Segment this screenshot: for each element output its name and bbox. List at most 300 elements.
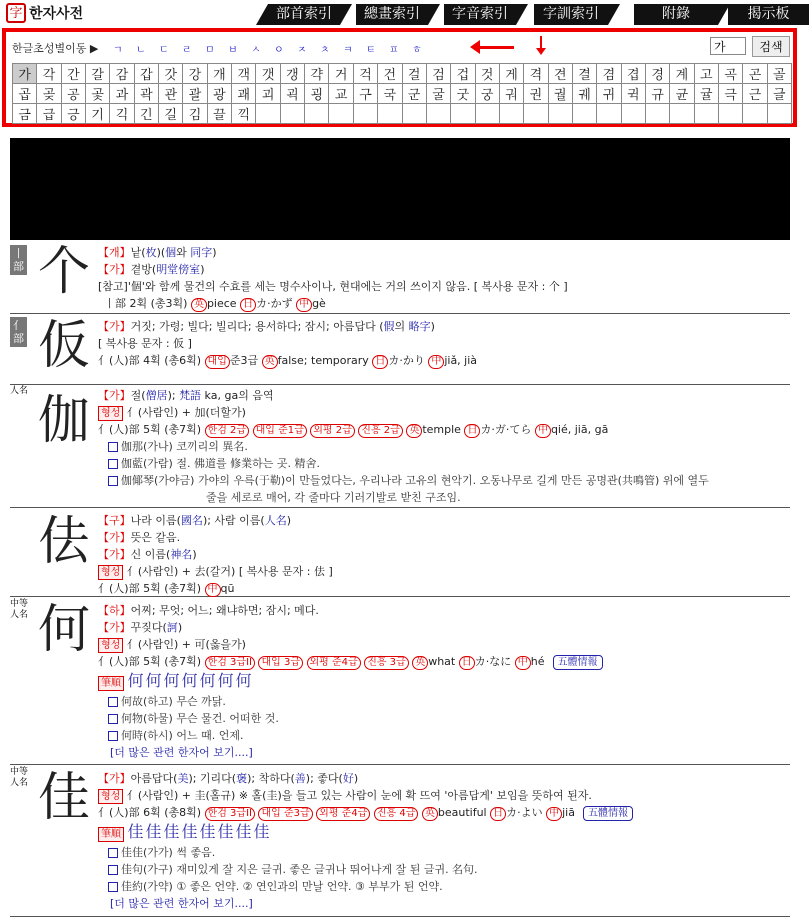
syllable-cell[interactable]: 글	[767, 84, 791, 104]
syllable-cell[interactable]: 갯	[256, 64, 280, 84]
syllable-cell	[524, 104, 548, 124]
name-tag: 中等 人名	[10, 599, 29, 620]
syllable-cell[interactable]: 근	[743, 84, 767, 104]
formation-badge: 형성	[98, 789, 123, 804]
headword-char: 伽	[38, 391, 91, 451]
stroke-info: 亻(人)部 4획 (총6획)	[98, 354, 202, 367]
syllable-cell	[353, 104, 377, 124]
stroke-order-badge: 筆順	[98, 827, 124, 842]
syllable-cell[interactable]: 곡	[718, 64, 742, 84]
reading-mark: 【개】	[98, 246, 131, 259]
meaning-text: ); 좋다(	[305, 772, 343, 785]
japanese-reading: カ·かり	[388, 354, 425, 367]
initial-link[interactable]: ㄴ	[136, 44, 146, 56]
japanese-icon: 日	[459, 656, 475, 670]
meaning-text: )	[353, 772, 359, 785]
grade-badge: 외평 준4급	[316, 807, 370, 821]
syllable-row	[13, 84, 792, 104]
word-bullet-icon	[108, 731, 118, 741]
reading-mark: 【구】	[98, 514, 131, 527]
syllable-cell[interactable]: 급	[37, 104, 61, 124]
reading-mark: 【가】	[98, 320, 131, 333]
syllable-cell	[305, 104, 329, 124]
syllable-cell[interactable]: 긍	[61, 104, 85, 124]
meaning-text: ); 사람 이름(	[202, 514, 265, 527]
japanese-reading: カ·なに	[474, 655, 512, 668]
tab-sound-index[interactable]: 字音索引	[444, 4, 516, 25]
related-link[interactable]: 好	[342, 772, 354, 785]
word-bullet-icon	[108, 848, 118, 858]
entry-lines	[98, 770, 633, 912]
syllable-cell[interactable]: 것	[475, 64, 499, 84]
meaning-text: 의	[394, 320, 409, 333]
grade-badge: 한검 3급II	[205, 656, 255, 670]
syllable-cell[interactable]: 갱	[280, 64, 304, 84]
meaning-text: 와	[176, 246, 191, 259]
related-word[interactable]	[108, 438, 709, 455]
meaning-text: '個'와 함께 물건의 수효를 세는 명수사이나, 현대에는 거의 쓰이지 않음. [ 복사용 문자 : 个 ]	[127, 280, 568, 293]
related-link[interactable]: 美	[177, 772, 189, 785]
reading-mark: 【가】	[98, 621, 131, 634]
related-word[interactable]	[108, 878, 633, 895]
syllable-cell[interactable]: 게	[499, 64, 523, 84]
syllable-cell[interactable]: 걱	[353, 64, 377, 84]
initial-link[interactable]: ㅌ	[366, 44, 376, 56]
formation-text: 亻(사람인) + 加(더할가)	[126, 406, 246, 419]
headword-char: 何	[38, 600, 91, 660]
grade-badge: 외평 2급	[310, 424, 355, 438]
related-link[interactable]: 僧居	[145, 389, 168, 402]
initial-link[interactable]: ㅇ	[274, 44, 284, 56]
english-meaning: piece	[206, 297, 237, 310]
entry-ha	[10, 598, 790, 765]
english-meaning: what	[428, 655, 456, 668]
entry-lines	[98, 318, 477, 369]
entry-ga-temple	[10, 385, 790, 508]
related-word[interactable]	[108, 710, 603, 727]
reading-mark: 【가】	[98, 772, 131, 785]
syllable-cell[interactable]: 관	[159, 84, 183, 104]
five-styles-button[interactable]: 五體情報	[583, 806, 633, 821]
related-link[interactable]: 略字	[408, 320, 431, 333]
logo-text: 한자사전	[29, 6, 84, 22]
main-tabs	[256, 4, 809, 25]
annotation-arrow-down	[540, 36, 542, 50]
syllable-cell[interactable]: 끽	[232, 104, 256, 124]
stroke-order-animation: 何何何何何何何	[127, 671, 254, 690]
japanese-reading: カ·ガ·てら	[480, 423, 532, 436]
word-text: 何時(하시) 어느 때. 언제.	[121, 729, 244, 742]
related-link[interactable]: 褒	[236, 772, 248, 785]
syllable-cell	[621, 104, 645, 124]
more-words-link[interactable]: [더 많은 관련 한자어 보기....]	[110, 897, 253, 910]
formation-text: 亻(사람인) + 可(옳을가)	[126, 638, 246, 651]
headword-char: 佳	[38, 768, 91, 828]
word-bullet-icon	[108, 882, 118, 892]
meaning-text: 거짓; 가령; 빌다; 빌리다; 용서하다; 잠시; 아름답다 (	[130, 320, 384, 333]
syllable-cell[interactable]: 괘	[232, 84, 256, 104]
syllable-cell[interactable]: 갓	[159, 64, 183, 84]
grade-badge: 진흥 3급	[364, 656, 409, 670]
syllable-cell[interactable]: 궤	[572, 84, 596, 104]
stroke-info: 亻(人)部 5획 (총7획)	[98, 655, 202, 668]
syllable-cell[interactable]: 겹	[621, 64, 645, 84]
meaning-text: 곁방(	[130, 263, 157, 276]
syllable-cell[interactable]: 격	[524, 64, 548, 84]
syllable-cell[interactable]: 구	[353, 84, 377, 104]
entry-lines	[98, 387, 709, 506]
syllable-cell[interactable]: 감	[110, 64, 134, 84]
related-word-continued: 줄을 세로로 매어, 각 줄마다 기러기발로 받친 구조임.	[206, 491, 461, 504]
related-link[interactable]: 神名	[170, 548, 193, 561]
formation-text: 亻(사람인) + 去(갈거) [ 복사용 문자 : 佉 ]	[126, 565, 333, 578]
english-icon: 英	[406, 424, 422, 438]
syllable-cell[interactable]: 군	[402, 84, 426, 104]
syllable-row	[13, 104, 792, 124]
more-words-link[interactable]: [더 많은 관련 한자어 보기....]	[110, 746, 253, 759]
meaning-text: )(	[156, 246, 166, 259]
syllable-cell[interactable]: 객	[232, 64, 256, 84]
tab-board[interactable]: 揭示板	[728, 4, 809, 25]
grade-icon: 대입	[205, 355, 230, 369]
syllable-cell[interactable]: 강	[183, 64, 207, 84]
syllable-cell	[743, 104, 767, 124]
syllable-cell	[426, 104, 450, 124]
initial-link[interactable]: ㅈ	[297, 44, 307, 56]
related-link[interactable]: 國名	[180, 514, 203, 527]
syllable-cell[interactable]: 극	[718, 84, 742, 104]
search-button[interactable]: 검색	[752, 36, 790, 57]
grade-badge: 진흥 4급	[374, 807, 419, 821]
initial-link[interactable]: ㅅ	[251, 44, 261, 56]
copy-char-note: [ 복사용 문자 : 仮 ]	[98, 337, 192, 350]
english-meaning: beautiful	[437, 806, 487, 819]
entry-lines	[98, 244, 568, 312]
entry-lines	[98, 512, 333, 597]
logo-icon: 字	[6, 3, 26, 23]
grade-badge: 대입 3급	[258, 656, 303, 670]
formation-badge: 형성	[98, 638, 123, 653]
meaning-text: )	[177, 621, 183, 634]
syllable-cell[interactable]: 귀	[597, 84, 621, 104]
grade-badge: 대입 준1급	[253, 424, 307, 438]
syllable-cell	[572, 104, 596, 124]
related-word[interactable]	[108, 727, 603, 744]
syllable-cell[interactable]: 긴	[134, 104, 158, 124]
grade-badge: 외평 준4급	[307, 656, 361, 670]
search-input[interactable]	[710, 37, 746, 55]
syllable-cell	[475, 104, 499, 124]
name-tag: 人名	[10, 386, 29, 396]
chinese-reading: qū	[220, 582, 235, 595]
initial-link[interactable]: ㅍ	[389, 44, 399, 56]
related-link[interactable]: 假	[383, 320, 395, 333]
hangul-index-panel	[2, 28, 797, 127]
syllable-cell[interactable]: 규	[645, 84, 669, 104]
meaning-text: )	[192, 548, 197, 561]
syllable-cell[interactable]: 곷	[86, 84, 110, 104]
syllable-grid	[12, 63, 792, 124]
annotation-arrow-left	[478, 46, 514, 49]
entry-lines	[98, 602, 603, 761]
meaning-text: )	[430, 320, 435, 333]
syllable-cell[interactable]: 건	[378, 64, 402, 84]
stroke-info: 丨部 2획 (총3획)	[104, 297, 188, 310]
syllable-cell[interactable]: 귁	[621, 84, 645, 104]
word-bullet-icon	[108, 865, 118, 875]
meaning-text: 나라 이름(	[130, 514, 181, 527]
grade-badge: 대입 준3급	[258, 807, 312, 821]
english-icon: 英	[191, 298, 207, 312]
syllable-cell[interactable]: 김	[183, 104, 207, 124]
tab-stroke-index[interactable]: 總畫索引	[356, 4, 428, 25]
tab-appendix[interactable]: 附錄	[634, 4, 718, 25]
word-bullet-icon	[108, 697, 118, 707]
meaning-text: 어찌; 무엇; 어느; 왜냐하면; 잠시; 메다.	[130, 604, 319, 617]
stroke-order-badge: 筆順	[98, 676, 124, 691]
meaning-text: 신 이름(	[130, 548, 171, 561]
syllable-cell[interactable]: 권	[524, 84, 548, 104]
syllable-cell[interactable]: 겸	[597, 64, 621, 84]
syllable-cell[interactable]: 공	[61, 84, 85, 104]
chinese-reading: hé	[530, 655, 545, 668]
stroke-info: 亻(人)部 5획 (총7획)	[98, 582, 202, 595]
syllable-cell	[548, 104, 572, 124]
blank-banner-area	[10, 138, 790, 240]
syllable-cell	[499, 104, 523, 124]
related-word[interactable]	[108, 472, 709, 489]
english-meaning: temple	[422, 423, 461, 436]
english-icon: 英	[262, 355, 278, 369]
syllable-cell[interactable]: 견	[548, 64, 572, 84]
meaning-text: )	[200, 263, 205, 276]
syllable-cell[interactable]: 끌	[207, 104, 231, 124]
japanese-icon: 日	[372, 355, 388, 369]
chinese-reading: qié, jiā, gā	[550, 423, 609, 436]
meaning-text: ); 착하다(	[247, 772, 295, 785]
syllable-cell	[645, 104, 669, 124]
reading-mark: 【하】	[98, 604, 131, 617]
top-header	[0, 0, 809, 28]
tab-radical-index[interactable]: 部首索引	[268, 4, 340, 25]
syllable-cell[interactable]: 궐	[548, 84, 572, 104]
initial-link[interactable]: ㅋ	[343, 44, 353, 56]
syllable-cell	[329, 104, 353, 124]
syllable-cell[interactable]: 검	[426, 64, 450, 84]
grade-value: 준3급	[229, 354, 259, 367]
reading-mark: 【가】	[98, 548, 131, 561]
syllable-cell	[694, 104, 718, 124]
entry-geo	[10, 508, 790, 597]
syllable-cell[interactable]: 간	[61, 64, 85, 84]
syllable-cell[interactable]: 길	[159, 104, 183, 124]
meaning-text: 절(	[130, 389, 146, 402]
syllable-cell	[378, 104, 402, 124]
japanese-icon: 日	[490, 807, 506, 821]
syllable-cell[interactable]: 과	[110, 84, 134, 104]
syllable-cell	[451, 104, 475, 124]
related-link[interactable]: 個	[165, 246, 177, 259]
syllable-cell	[597, 104, 621, 124]
syllable-cell[interactable]: 갈	[86, 64, 110, 84]
syllable-cell	[402, 104, 426, 124]
site-logo[interactable]	[6, 3, 83, 23]
chinese-icon: 中	[205, 583, 221, 597]
stroke-info: 亻(人)部 5획 (총7획)	[98, 423, 202, 436]
syllable-cell[interactable]: 결	[572, 64, 596, 84]
reading-mark: 【가】	[98, 389, 131, 402]
chinese-icon: 中	[535, 424, 551, 438]
syllable-cell[interactable]: 굉	[305, 84, 329, 104]
syllable-cell[interactable]: 국	[378, 84, 402, 104]
formation-text: 亻(사람인) + 圭(홀규) ※ 홀(圭)을 들고 있는 사람이 눈에 확 뜨여 '아름답게' 보임을 뜻하여 된자.	[126, 789, 592, 802]
entry-ga-false	[10, 314, 790, 385]
syllable-cell	[718, 104, 742, 124]
word-text: 佳約(가약) ① 좋은 언약. ② 연인과의 만날 언약. ③ 부부가 된 언약.	[121, 880, 443, 893]
chinese-icon: 中	[428, 355, 444, 369]
syllable-cell[interactable]: 곤	[743, 64, 767, 84]
related-word[interactable]	[108, 693, 603, 710]
japanese-reading: カ·よい	[506, 806, 543, 819]
formation-badge: 형성	[98, 565, 123, 580]
entry-ga-beautiful	[10, 766, 790, 917]
syllable-cell	[256, 104, 280, 124]
syllable-cell[interactable]: 긱	[110, 104, 134, 124]
initial-link[interactable]: ㅎ	[412, 44, 422, 56]
word-text: 何物(하물) 무슨 물건. 어떠한 것.	[121, 712, 279, 725]
initial-nav-label: 한글초성별이동 ▶	[12, 42, 99, 55]
chinese-icon: 中	[546, 807, 562, 821]
syllable-cell[interactable]: 궁	[475, 84, 499, 104]
word-bullet-icon	[108, 476, 118, 486]
word-text: 伽藍(가람) 절. 佛道를 修業하는 곳. 精舍.	[121, 457, 320, 470]
syllable-cell[interactable]: 걸	[402, 64, 426, 84]
chinese-reading: jiǎ, jià	[444, 354, 478, 367]
syllable-cell[interactable]: 금	[13, 104, 37, 124]
english-icon: 英	[412, 656, 428, 670]
syllable-cell[interactable]: 각	[37, 64, 61, 84]
word-text: 何故(하고) 무슨 까닭.	[121, 695, 226, 708]
tab-meaning-index[interactable]: 字訓索引	[534, 4, 608, 25]
stroke-order-animation: 佳佳佳佳佳佳佳佳	[127, 822, 272, 841]
syllable-cell[interactable]: 궈	[499, 84, 523, 104]
syllable-cell[interactable]: 교	[329, 84, 353, 104]
formation-badge: 형성	[98, 406, 123, 421]
japanese-icon: 日	[464, 424, 480, 438]
meaning-text: 뜻은 같음.	[130, 531, 181, 544]
word-text: 伽那(가나) 코끼리의 異名.	[121, 440, 248, 453]
syllable-cell[interactable]: 계	[670, 64, 694, 84]
radical-tag: 亻部	[10, 317, 27, 347]
english-icon: 英	[422, 807, 438, 821]
related-word[interactable]	[108, 844, 633, 861]
meaning-text: 아름답다(	[130, 772, 178, 785]
syllable-cell[interactable]: 경	[645, 64, 669, 84]
headword-char: 佉	[38, 512, 91, 572]
meaning-text: ka, ga의 음역	[201, 389, 274, 402]
syllable-cell[interactable]: 거	[329, 64, 353, 84]
grade-badge: 한검 3급II	[205, 807, 255, 821]
word-bullet-icon	[108, 714, 118, 724]
syllable-cell[interactable]: 괴	[256, 84, 280, 104]
syllable-cell[interactable]: 갹	[305, 64, 329, 84]
japanese-reading: カ·かず	[256, 297, 293, 310]
meaning-text: )	[286, 514, 292, 527]
syllable-cell[interactable]: 광	[207, 84, 231, 104]
syllable-cell[interactable]: 곽	[134, 84, 158, 104]
syllable-cell[interactable]: 곶	[37, 84, 61, 104]
meaning-text: 낱(	[130, 246, 146, 259]
related-link[interactable]: 枚	[145, 246, 157, 259]
syllable-cell[interactable]: 고	[694, 64, 718, 84]
syllable-cell	[670, 104, 694, 124]
syllable-cell	[767, 104, 791, 124]
related-word[interactable]	[108, 861, 633, 878]
related-link[interactable]: 善	[294, 772, 306, 785]
initial-link[interactable]: ㅁ	[205, 44, 215, 56]
headword-char: 个	[38, 242, 91, 302]
syllable-cell[interactable]: 골	[767, 64, 791, 84]
related-link[interactable]: 梵語	[179, 389, 202, 402]
syllable-row	[13, 64, 792, 84]
japanese-icon: 日	[240, 298, 256, 312]
related-link[interactable]: 訶	[166, 621, 178, 634]
syllable-cell[interactable]: 귤	[694, 84, 718, 104]
related-link[interactable]: 人名	[264, 514, 287, 527]
chinese-icon: 中	[296, 298, 312, 312]
syllable-cell[interactable]: 균	[670, 84, 694, 104]
name-tag: 中等 人名	[10, 767, 29, 788]
related-link[interactable]: 同字	[190, 246, 213, 259]
reading-mark: 【가】	[98, 263, 131, 276]
note-mark: [참고]	[98, 280, 128, 293]
word-bullet-icon	[108, 442, 118, 452]
chinese-reading: gè	[312, 297, 326, 310]
syllable-cell[interactable]: 굴	[426, 84, 450, 104]
syllable-cell[interactable]: 겁	[451, 64, 475, 84]
syllable-cell	[280, 104, 304, 124]
initial-link[interactable]: ㄷ	[159, 44, 169, 56]
syllable-cell[interactable]: 개	[207, 64, 231, 84]
grade-badge: 한검 2급	[205, 424, 250, 438]
syllable-cell[interactable]: 갑	[134, 64, 158, 84]
related-link[interactable]: 明堂傍室	[156, 263, 201, 276]
syllable-cell[interactable]: 굿	[451, 84, 475, 104]
word-text: 佳佳(가가) 썩 좋음.	[121, 846, 216, 859]
five-styles-button[interactable]: 五體情報	[553, 655, 603, 670]
stroke-info: 亻(人)部 6획 (총8획)	[98, 806, 202, 819]
initial-link[interactable]: ㄹ	[182, 44, 192, 56]
related-word[interactable]	[108, 455, 709, 472]
entry-ge	[10, 242, 790, 314]
english-meaning: false; temporary	[277, 354, 369, 367]
initial-link[interactable]: ㄱ	[113, 44, 123, 56]
syllable-cell[interactable]: 곱	[13, 84, 37, 104]
syllable-cell[interactable]: 기	[86, 104, 110, 124]
syllable-cell[interactable]: 가	[13, 64, 37, 84]
initial-link[interactable]: ㅂ	[228, 44, 238, 56]
meaning-text: );	[167, 389, 180, 402]
meaning-text: )	[212, 246, 217, 259]
grade-badge: 진흥 2급	[358, 424, 403, 438]
radical-tag: 丨部	[10, 245, 27, 275]
headword-char: 仮	[38, 316, 91, 376]
word-text: 佳句(가구) 재미있게 잘 지은 글귀. 좋은 글귀나 뛰어나게 잘 된 글귀. 名句.	[121, 863, 478, 876]
syllable-cell[interactable]: 괄	[183, 84, 207, 104]
word-text: 伽倻琴(가야금) 가야의 우륵(于勒)이 만들었다는, 우리나라 고유의 현악기. 오동나무로 길게 만든 공명관(共鳴管) 위에 열두	[121, 474, 709, 487]
syllable-cell[interactable]: 괵	[280, 84, 304, 104]
initial-link[interactable]: ㅊ	[320, 44, 330, 56]
